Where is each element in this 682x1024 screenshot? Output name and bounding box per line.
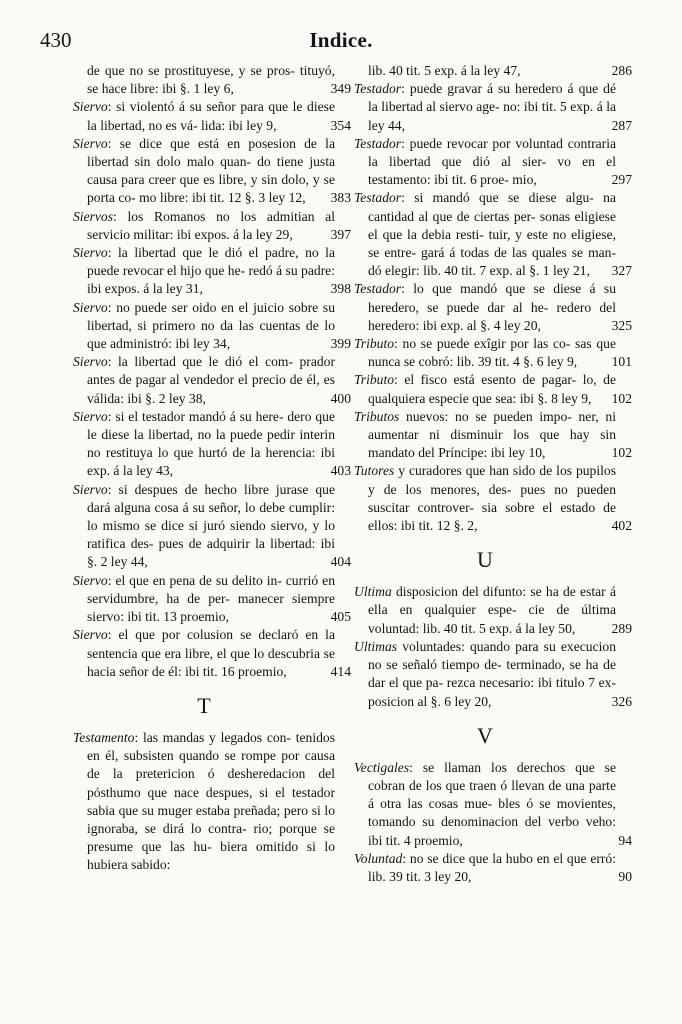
entry-text: : los Romanos no los admitian al servicio militar: ibi expos. á la ley 29, <box>87 208 335 242</box>
entry-text: : se llaman los derechos que se cobran de los que traen ó llevan de una parte á otra las cosas mue- bles ó se movientes, tomando su denominacion del verbo veho: ibi tit. 4 proemio, <box>368 759 616 848</box>
entry-headword: Ultimas <box>354 638 398 654</box>
index-entry <box>354 408 632 463</box>
index-entry <box>73 572 351 627</box>
entry-text: : si despues de hecho libre jurase que dará alguna cosa á su señor, lo debe cumplir: lo mismo se dice si juró siendo siervo, y lo ratifica des- pues de adquirir la libertad: ibi §. 2 ley 44, <box>87 481 335 570</box>
entry-page-ref: 354 <box>330 117 351 133</box>
index-column-left <box>73 62 351 875</box>
index-entry <box>354 189 632 280</box>
index-entry <box>354 335 632 371</box>
index-entry <box>354 280 632 335</box>
index-entry <box>354 462 632 535</box>
entry-headword: Ultima <box>354 584 392 600</box>
entry-headword: Tributos <box>354 408 400 424</box>
entry-page-ref: 402 <box>611 518 632 534</box>
entry-text: : la libertad que le dió el com- prador antes de pagar al vendedor el precio de él, es válida: ibi §. 2 ley 38, <box>87 354 335 406</box>
entry-headword: Testador <box>354 81 402 97</box>
entry-headword: Tributo <box>354 336 395 352</box>
entry-page-ref: 400 <box>330 390 351 406</box>
entry-headword: Vectigales <box>354 759 410 775</box>
entry-text: : si mandó que se diese algu- na cantidad al que de ciertas per- sonas eligiese el que la debia resti- tuir, y este no eligiese, se entre- gará á todas de las quales se man- dó elegir: lib. 40 tit. 7 exp. al §. 1 ley 21, <box>368 190 616 279</box>
index-entry <box>73 208 351 244</box>
entry-page-ref: 102 <box>611 390 632 406</box>
index-entry <box>354 80 632 135</box>
index-entry <box>354 638 632 711</box>
entry-text: : no se dice que la hubo en el que erró: lib. 39 tit. 3 ley 20, <box>368 850 616 884</box>
entry-text: : se dice que está en posesion de la libertad sin dolo malo quan- do tiene justa causa para creer que es libre, y sin dolo, y se porta co- mo libre: ibi tit. 12 §. 3 ley 12, <box>87 135 335 206</box>
entry-page-ref: 398 <box>330 281 351 297</box>
entry-text: : no puede ser oido en el juicio sobre su libertad, si primero no da las cuentas de lo que administró: ibi ley 34, <box>87 299 335 352</box>
entry-text: : la libertad que le dió el padre, no la puede revocar el hijo que he- redó á su padre: ibi expos. á la ley 31, <box>87 245 335 297</box>
entry-text: lib. 40 tit. 5 exp. á la ley 47, <box>368 63 521 78</box>
entry-headword: Tributo <box>354 372 395 388</box>
entry-headword: Siervo <box>73 481 108 497</box>
running-head: Indice. <box>309 28 373 52</box>
entry-headword: Testamento <box>73 729 135 745</box>
entry-page-ref: 327 <box>611 263 632 279</box>
entry-headword: Siervo <box>73 354 108 370</box>
entry-text: disposicion del difunto: se ha de estar á ella en qualquier espe- cie de última voluntad: lib. 40 tit. 5 exp. á la ley 50, <box>368 584 616 636</box>
entry-text: : el fisco está esento de pagar- lo, de qualquiera especie que sea: ibi §. 8 ley 9, <box>368 372 616 406</box>
entry-page-ref: 414 <box>330 663 351 679</box>
entry-text: nuevos: no se pueden impo- ner, ni aumentar ni disminuir los que hay sin mandato del Príncipe: ibi ley 10, <box>368 408 616 461</box>
entry-text: : si violentó á su señor para que le diese la libertad, no es vá- lida: ibi ley 9, <box>87 99 335 133</box>
index-entry <box>354 759 632 850</box>
section-letter: T <box>197 692 211 718</box>
entry-page-ref: 383 <box>330 190 351 206</box>
index-entry <box>73 353 351 408</box>
entry-text: : el que por colusion se declaró en la sentencia que era libre, el que lo descubria se hacia señor de él: ibi tit. 16 proemio, <box>87 627 335 679</box>
entry-headword: Siervo <box>73 572 108 588</box>
entry-page-ref: 297 <box>611 172 632 188</box>
entry-headword: Siervo <box>73 245 108 261</box>
entry-text: de que no se prostituyese, y se pros- tituyó, se hace libre: ibi §. 1 ley 6, <box>87 63 335 97</box>
entry-page-ref: 286 <box>611 63 632 78</box>
entry-text: : las mandas y legados con- tenidos en él, subsisten quando se rompe por causa de la pretericion ó desheredacion del pósthumo que nace despues, si el testador sabia que su muger estaba preñada; pero si lo ignoraba, se dirá lo contra- rio; porque se presume que las hu- biera omitido si lo hubiera sabido: <box>87 729 335 873</box>
index-entry <box>73 244 351 299</box>
entry-page-ref: 404 <box>330 554 351 570</box>
entry-page-ref: 90 <box>618 868 632 884</box>
entry-page-ref: 101 <box>611 354 632 370</box>
entry-text: : puede revocar por voluntad contraria la libertad que dió al sier- vo en el testamento: ibi tit. 6 proe- mio, <box>368 135 616 188</box>
index-entry <box>73 135 351 208</box>
page-number: 430 <box>40 28 72 52</box>
index-entry <box>354 62 632 80</box>
entry-page-ref: 325 <box>611 317 632 333</box>
entry-text: : no se puede exîgir por las co- sas que nunca se cobró: lib. 39 tit. 4 §. 6 ley 9, <box>368 336 616 370</box>
entry-headword: Siervo <box>73 99 108 115</box>
entry-page-ref: 349 <box>330 81 351 97</box>
entry-page-ref: 94 <box>618 832 632 848</box>
index-entry <box>354 850 632 886</box>
index-column-right <box>354 62 632 886</box>
entry-text: : puede gravar á su heredero á que dé la libertad al siervo age- no: ibi tit. 5 exp. á la ley 44, <box>368 81 616 133</box>
entry-headword: Testador <box>354 190 402 206</box>
entry-headword: Siervo <box>73 408 108 424</box>
entry-page-ref: 102 <box>611 445 632 461</box>
entry-text: voluntades: quando para su execucion no se señaló tiempo de- terminado, se ha de dar el que pa- rezca necesario: ibi titulo 7 ex- posicion al §. 6 ley 20, <box>368 638 616 709</box>
section-letter: U <box>477 547 493 573</box>
entry-headword: Tutores <box>354 463 395 479</box>
index-entry <box>354 583 632 638</box>
entry-page-ref: 403 <box>330 463 351 479</box>
entry-text: y curadores que han sido de los pupilos y de los menores, des- pues no pueden suscitar controver- sia sobre el estado de ellos: ibi tit. 12 §. 2, <box>368 463 616 534</box>
entry-text: : lo que mandó que se diese á su heredero, se puede dar al he- redero del heredero: ibi exp. al §. 4 ley 20, <box>368 281 616 333</box>
entry-text: : si el testador mandó á su here- dero que le diese la libertad, no la puede pedir interin no restituya lo que hurtó de la herencia: ibi exp. á la ley 43, <box>87 408 335 479</box>
entry-headword: Testador <box>354 135 402 151</box>
index-entry <box>73 729 335 875</box>
entry-page-ref: 326 <box>611 693 632 709</box>
entry-page-ref: 289 <box>611 620 632 636</box>
entry-page-ref: 397 <box>330 226 351 242</box>
entry-headword: Testador <box>354 281 402 297</box>
index-entry <box>73 62 351 98</box>
entry-text: : el que en pena de su delito in- currió en servidumbre, ha de per- manecer siempre siervo: ibi tit. 13 proemio, <box>87 572 335 625</box>
section-letter: V <box>477 722 493 748</box>
index-entry <box>354 371 632 407</box>
entry-headword: Siervo <box>73 299 108 315</box>
index-entry <box>73 626 351 681</box>
index-entry <box>73 408 351 481</box>
index-entry <box>73 299 351 354</box>
entry-headword: Siervo <box>73 135 108 151</box>
entry-page-ref: 405 <box>330 609 351 625</box>
entry-headword: Siervo <box>73 627 108 643</box>
entry-headword: Voluntad <box>354 850 403 866</box>
entry-page-ref: 399 <box>330 336 351 352</box>
entry-page-ref: 287 <box>611 117 632 133</box>
entry-headword: Siervos <box>73 208 114 224</box>
index-entry <box>73 98 351 134</box>
index-entry <box>73 481 351 572</box>
index-entry <box>354 135 632 190</box>
